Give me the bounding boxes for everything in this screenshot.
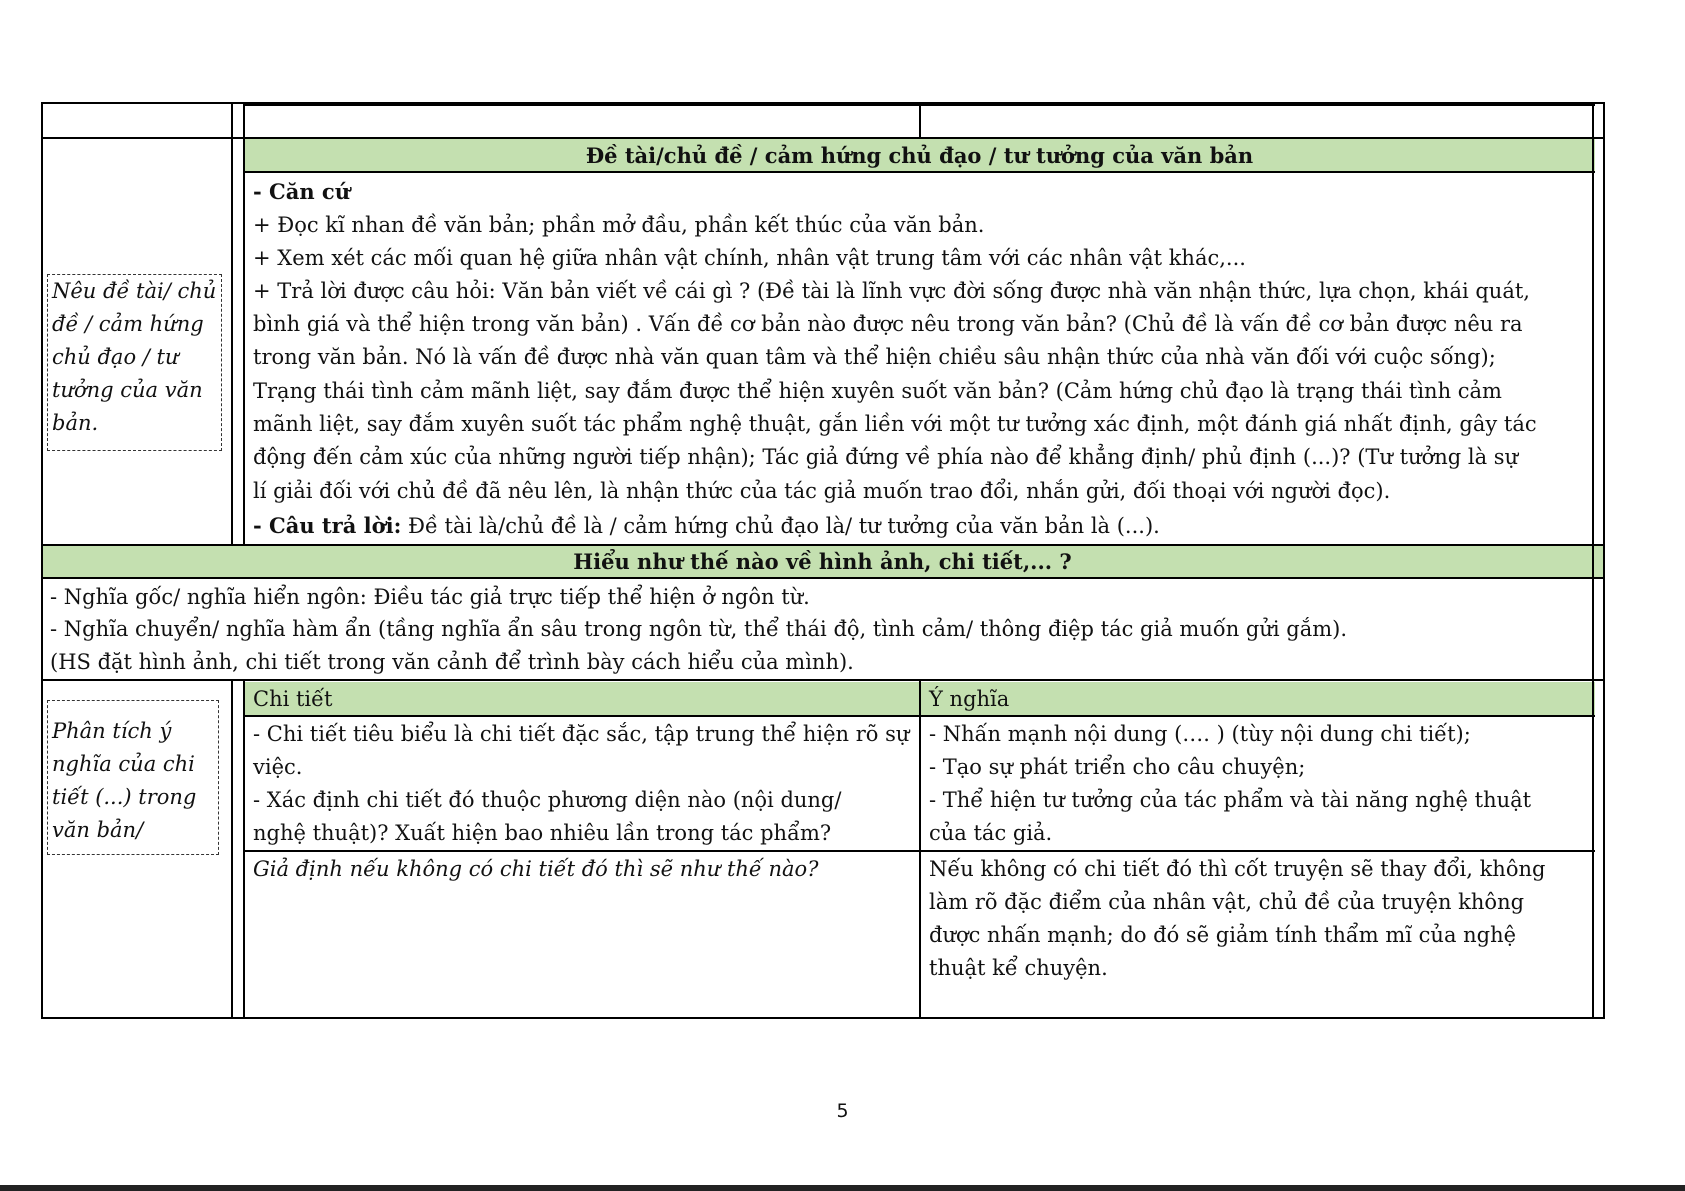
theme-line: bình giá và thể hiện trong văn bản) . Vấn đề cơ bản nào được nêu trong văn bản? (Chủ đề là vấn đề cơ bản được nêu ra bbox=[253, 312, 1523, 336]
image-line: - Nghĩa gốc/ nghĩa hiển ngôn: Điều tác giả trực tiếp thể hiện ở ngôn từ. bbox=[50, 585, 810, 609]
detail-row1-col2-line: - Nhấn mạnh nội dung (…. ) (tùy nội dung chi tiết); bbox=[929, 722, 1471, 746]
detail-row1-col2-line: - Tạo sự phát triển cho câu chuyện; bbox=[929, 755, 1306, 779]
detail-side-label-line: tiết (...) trong bbox=[52, 785, 197, 809]
detail-row2-col1: Giả định nếu không có chi tiết đó thì sẽ như thế nào? bbox=[253, 857, 819, 881]
theme-side-label-line: Nêu đề tài/ chủ bbox=[52, 279, 217, 303]
detail-row2-col2-line: thuật kể chuyện. bbox=[929, 956, 1108, 980]
detail-row2-col2-line: Nếu không có chi tiết đó thì cốt truyện sẽ thay đổi, không bbox=[929, 857, 1546, 881]
theme-line: mãnh liệt, say đắm xuyên suốt tác phẩm nghệ thuật, gắn liền với một tư tưởng xác định, một đánh giá nhất định, gây tác bbox=[253, 412, 1537, 436]
theme-line: + Xem xét các mối quan hệ giữa nhân vật chính, nhân vật trung tâm với các nhân vật khác,... bbox=[253, 246, 1246, 270]
detail-side-label-line: Phân tích ý bbox=[52, 719, 172, 743]
detail-row1-col1-line: việc. bbox=[253, 755, 303, 779]
theme-line: Trạng thái tình cảm mãnh liệt, say đắm được thể hiện xuyên suốt văn bản? (Cảm hứng chủ đạo là trạng thái tình cảm bbox=[253, 379, 1502, 403]
page-number: 5 bbox=[836, 1100, 849, 1122]
theme-answer-text: Đề tài là/chủ đề là / cảm hứng chủ đạo là/ tư tưởng của văn bản là (...). bbox=[401, 514, 1160, 538]
detail-row1-col2-line: của tác giả. bbox=[929, 821, 1053, 845]
theme-answer bbox=[253, 509, 1160, 543]
bottom-edge-bar bbox=[0, 1185, 1685, 1191]
theme-side-label-box bbox=[47, 274, 222, 451]
theme-line: động đến cảm xúc của những người tiếp nhận); Tác giả đứng về phía nào để khẳng định/ phủ định (...)? (Tư tưởng là sự bbox=[253, 445, 1519, 469]
detail-row2-col2-line: làm rõ đặc điểm của nhân vật, chủ đề của truyện không bbox=[929, 890, 1525, 914]
image-line: - Nghĩa chuyển/ nghĩa hàm ẩn (tầng nghĩa ẩn sâu trong ngôn từ, thể thái độ, tình cảm/ thông điệp tác giả muốn gửi gắm). bbox=[50, 617, 1347, 641]
theme-side-label-line: tưởng của văn bbox=[52, 378, 203, 402]
detail-col1-header: Chi tiết bbox=[253, 687, 333, 711]
image-line: (HS đặt hình ảnh, chi tiết trong văn cảnh để trình bày cách hiểu của mình). bbox=[50, 650, 854, 674]
theme-line: lí giải đối với chủ đề đã nêu lên, là nhận thức của tác giả muốn trao đổi, nhắn gửi, đối thoại với người đọc). bbox=[253, 479, 1391, 503]
detail-row1-col2-line: - Thể hiện tư tưởng của tác phẩm và tài năng nghệ thuật bbox=[929, 788, 1532, 812]
detail-row1-col1-line: nghệ thuật)? Xuất hiện bao nhiêu lần trong tác phẩm? bbox=[253, 821, 832, 845]
detail-side-label-line: nghĩa của chi bbox=[52, 752, 195, 776]
theme-side-label-line: đề / cảm hứng bbox=[52, 312, 204, 336]
detail-row1-col1-line: - Xác định chi tiết đó thuộc phương diện nào (nội dung/ bbox=[253, 788, 842, 812]
detail-col2-header: Ý nghĩa bbox=[929, 687, 1010, 711]
image-heading: Hiểu như thế nào về hình ảnh, chi tiết,... ? bbox=[573, 549, 1072, 574]
theme-side-label-line: chủ đạo / tư bbox=[52, 345, 179, 369]
detail-side-label-line: văn bản/ bbox=[52, 818, 144, 842]
theme-line: + Đọc kĩ nhan đề văn bản; phần mở đầu, phần kết thúc của văn bản. bbox=[253, 213, 985, 237]
theme-heading: Đề tài/chủ đề / cảm hứng chủ đạo / tư tưởng của văn bản bbox=[585, 143, 1254, 168]
theme-basis-title: - Căn cứ bbox=[253, 179, 350, 204]
detail-side-label-box bbox=[47, 700, 219, 855]
theme-line: + Trả lời được câu hỏi: Văn bản viết về cái gì ? (Đề tài là lĩnh vực đời sống được nhà văn nhận thức, lựa chọn, khái quát, bbox=[253, 279, 1530, 303]
detail-row2-col2-line: được nhấn mạnh; do đó sẽ giảm tính thẩm mĩ của nghệ bbox=[929, 923, 1517, 947]
theme-side-label-line: bản. bbox=[52, 411, 99, 435]
detail-row1-col1-line: - Chi tiết tiêu biểu là chi tiết đặc sắc, tập trung thể hiện rõ sự bbox=[253, 722, 910, 746]
theme-line: trong văn bản. Nó là vấn đề được nhà văn quan tâm và thể hiện chiều sâu nhận thức của nhà văn đối với cuộc sống); bbox=[253, 345, 1496, 369]
theme-answer-label: - Câu trả lời: bbox=[253, 513, 402, 538]
